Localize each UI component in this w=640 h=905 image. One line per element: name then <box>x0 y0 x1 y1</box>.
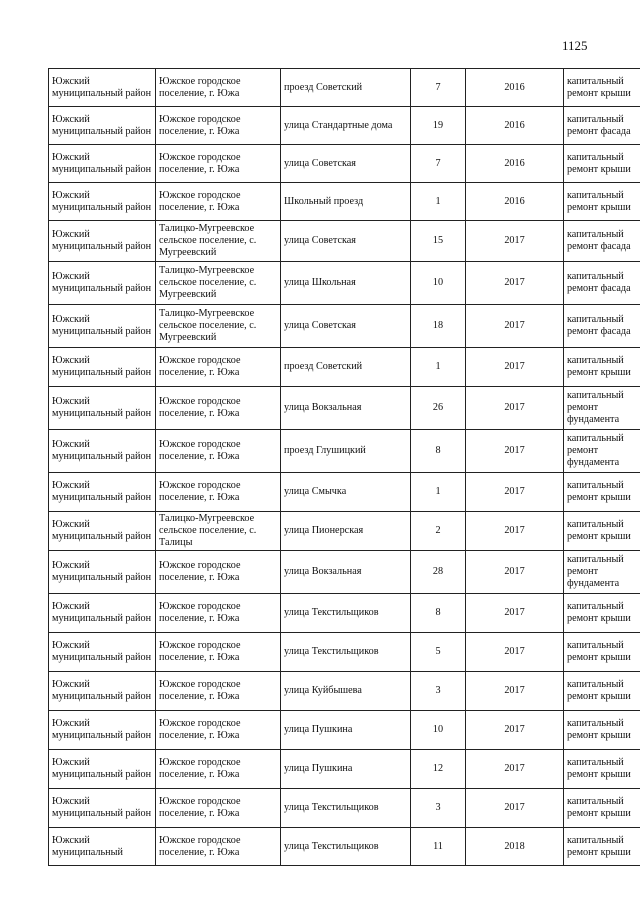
settlement-cell: Южское городское поселение, г. Южа <box>156 633 281 672</box>
table-row <box>49 221 640 262</box>
table-row <box>49 348 640 387</box>
house-number-cell: 1 <box>411 183 466 221</box>
street-cell: улица Пушкина <box>281 750 411 789</box>
year-cell: 2017 <box>466 430 564 473</box>
table-row <box>49 183 640 221</box>
settlement-cell: Южское городское поселение, г. Южа <box>156 711 281 750</box>
work-type-cell: капитальный ремонт крыши <box>564 633 640 672</box>
work-type-cell: капитальный ремонт крыши <box>564 789 640 828</box>
work-type-cell: капитальный ремонт крыши <box>564 348 640 387</box>
house-number-cell: 28 <box>411 551 466 594</box>
district-cell: Южский муниципальный район <box>49 594 156 633</box>
house-number-cell: 8 <box>411 430 466 473</box>
settlement-cell: Талицко-Мугреевское сельское поселение, с. Талицы <box>156 512 281 551</box>
district-cell: Южский муниципальный район <box>49 387 156 430</box>
district-cell: Южский муниципальный <box>49 828 156 866</box>
year-cell: 2017 <box>466 551 564 594</box>
work-type-cell: капитальный ремонт крыши <box>564 473 640 512</box>
district-cell: Южский муниципальный район <box>49 69 156 107</box>
year-cell: 2017 <box>466 672 564 711</box>
street-cell: улица Вокзальная <box>281 387 411 430</box>
year-cell: 2017 <box>466 387 564 430</box>
district-cell: Южский муниципальный район <box>49 512 156 551</box>
district-cell: Южский муниципальный район <box>49 672 156 711</box>
street-cell: улица Вокзальная <box>281 551 411 594</box>
work-type-cell: капитальный ремонт крыши <box>564 711 640 750</box>
work-type-cell: капитальный ремонт фасада <box>564 107 640 145</box>
year-cell: 2017 <box>466 711 564 750</box>
records-body <box>49 69 640 866</box>
settlement-cell: Талицко-Мугреевское сельское поселение, с. Мугреевский <box>156 221 281 262</box>
street-cell: улица Текстильщиков <box>281 633 411 672</box>
district-cell: Южский муниципальный район <box>49 430 156 473</box>
district-cell: Южский муниципальный район <box>49 473 156 512</box>
year-cell: 2016 <box>466 69 564 107</box>
settlement-cell: Южское городское поселение, г. Южа <box>156 145 281 183</box>
house-number-cell: 15 <box>411 221 466 262</box>
street-cell: улица Советская <box>281 145 411 183</box>
house-number-cell: 19 <box>411 107 466 145</box>
house-number-cell: 7 <box>411 145 466 183</box>
work-type-cell: капитальный ремонт крыши <box>564 594 640 633</box>
table-row <box>49 387 640 430</box>
year-cell: 2016 <box>466 183 564 221</box>
house-number-cell: 12 <box>411 750 466 789</box>
settlement-cell: Южское городское поселение, г. Южа <box>156 348 281 387</box>
house-number-cell: 26 <box>411 387 466 430</box>
table-row <box>49 633 640 672</box>
settlement-cell: Южское городское поселение, г. Южа <box>156 430 281 473</box>
work-type-cell: капитальный ремонт фасада <box>564 305 640 348</box>
year-cell: 2016 <box>466 145 564 183</box>
street-cell: улица Пионерская <box>281 512 411 551</box>
district-cell: Южский муниципальный район <box>49 551 156 594</box>
work-type-cell: капитальный ремонт фундамента <box>564 551 640 594</box>
street-cell: улица Текстильщиков <box>281 594 411 633</box>
district-cell: Южский муниципальный район <box>49 633 156 672</box>
street-cell: улица Текстильщиков <box>281 789 411 828</box>
street-cell: улица Советская <box>281 305 411 348</box>
district-cell: Южский муниципальный район <box>49 107 156 145</box>
settlement-cell: Южское городское поселение, г. Южа <box>156 594 281 633</box>
table-row <box>49 750 640 789</box>
house-number-cell: 11 <box>411 828 466 866</box>
house-number-cell: 10 <box>411 262 466 305</box>
district-cell: Южский муниципальный район <box>49 183 156 221</box>
district-cell: Южский муниципальный район <box>49 711 156 750</box>
page-number: 1125 <box>562 38 588 53</box>
table-row <box>49 512 640 551</box>
settlement-cell: Южское городское поселение, г. Южа <box>156 107 281 145</box>
year-cell: 2017 <box>466 473 564 512</box>
house-number-cell: 8 <box>411 594 466 633</box>
street-cell: улица Куйбышева <box>281 672 411 711</box>
settlement-cell: Южское городское поселение, г. Южа <box>156 672 281 711</box>
district-cell: Южский муниципальный район <box>49 262 156 305</box>
settlement-cell: Южское городское поселение, г. Южа <box>156 828 281 866</box>
table-row <box>49 828 640 866</box>
year-cell: 2017 <box>466 348 564 387</box>
settlement-cell: Южское городское поселение, г. Южа <box>156 789 281 828</box>
work-type-cell: капитальный ремонт крыши <box>564 145 640 183</box>
work-type-cell: капитальный ремонт крыши <box>564 69 640 107</box>
table-row <box>49 262 640 305</box>
work-type-cell: капитальный ремонт фасада <box>564 262 640 305</box>
work-type-cell: капитальный ремонт фундамента <box>564 387 640 430</box>
settlement-cell: Южское городское поселение, г. Южа <box>156 551 281 594</box>
year-cell: 2018 <box>466 828 564 866</box>
house-number-cell: 3 <box>411 672 466 711</box>
table-row <box>49 711 640 750</box>
table-row <box>49 69 640 107</box>
year-cell: 2017 <box>466 633 564 672</box>
year-cell: 2017 <box>466 750 564 789</box>
street-cell: улица Пушкина <box>281 711 411 750</box>
settlement-cell: Южское городское поселение, г. Южа <box>156 387 281 430</box>
district-cell: Южский муниципальный район <box>49 789 156 828</box>
settlement-cell: Южское городское поселение, г. Южа <box>156 473 281 512</box>
district-cell: Южский муниципальный район <box>49 750 156 789</box>
work-type-cell: капитальный ремонт фасада <box>564 221 640 262</box>
work-type-cell: капитальный ремонт фундамента <box>564 430 640 473</box>
year-cell: 2016 <box>466 107 564 145</box>
table-row <box>49 672 640 711</box>
table-row <box>49 430 640 473</box>
house-number-cell: 7 <box>411 69 466 107</box>
year-cell: 2017 <box>466 305 564 348</box>
table-row <box>49 305 640 348</box>
house-number-cell: 2 <box>411 512 466 551</box>
work-type-cell: капитальный ремонт крыши <box>564 750 640 789</box>
year-cell: 2017 <box>466 594 564 633</box>
table-row <box>49 594 640 633</box>
work-type-cell: капитальный ремонт крыши <box>564 672 640 711</box>
district-cell: Южский муниципальный район <box>49 221 156 262</box>
district-cell: Южский муниципальный район <box>49 305 156 348</box>
street-cell: улица Стандартные дома <box>281 107 411 145</box>
settlement-cell: Южское городское поселение, г. Южа <box>156 69 281 107</box>
table-row <box>49 551 640 594</box>
house-number-cell: 18 <box>411 305 466 348</box>
table-row <box>49 789 640 828</box>
table-row <box>49 107 640 145</box>
district-cell: Южский муниципальный район <box>49 348 156 387</box>
house-number-cell: 5 <box>411 633 466 672</box>
work-type-cell: капитальный ремонт крыши <box>564 828 640 866</box>
street-cell: улица Смычка <box>281 473 411 512</box>
year-cell: 2017 <box>466 789 564 828</box>
street-cell: проезд Советский <box>281 69 411 107</box>
settlement-cell: Талицко-Мугреевское сельское поселение, с. Мугреевский <box>156 305 281 348</box>
work-type-cell: капитальный ремонт крыши <box>564 512 640 551</box>
street-cell: Школьный проезд <box>281 183 411 221</box>
work-type-cell: капитальный ремонт крыши <box>564 183 640 221</box>
year-cell: 2017 <box>466 262 564 305</box>
district-cell: Южский муниципальный район <box>49 145 156 183</box>
street-cell: проезд Советский <box>281 348 411 387</box>
street-cell: проезд Глушицкий <box>281 430 411 473</box>
street-cell: улица Школьная <box>281 262 411 305</box>
year-cell: 2017 <box>466 221 564 262</box>
house-number-cell: 3 <box>411 789 466 828</box>
street-cell: улица Текстильщиков <box>281 828 411 866</box>
house-number-cell: 10 <box>411 711 466 750</box>
house-number-cell: 1 <box>411 348 466 387</box>
settlement-cell: Южское городское поселение, г. Южа <box>156 183 281 221</box>
settlement-cell: Талицко-Мугреевское сельское поселение, с. Мугреевский <box>156 262 281 305</box>
table-row <box>49 473 640 512</box>
records-table <box>48 68 640 866</box>
street-cell: улица Советская <box>281 221 411 262</box>
settlement-cell: Южское городское поселение, г. Южа <box>156 750 281 789</box>
house-number-cell: 1 <box>411 473 466 512</box>
table-row <box>49 145 640 183</box>
year-cell: 2017 <box>466 512 564 551</box>
